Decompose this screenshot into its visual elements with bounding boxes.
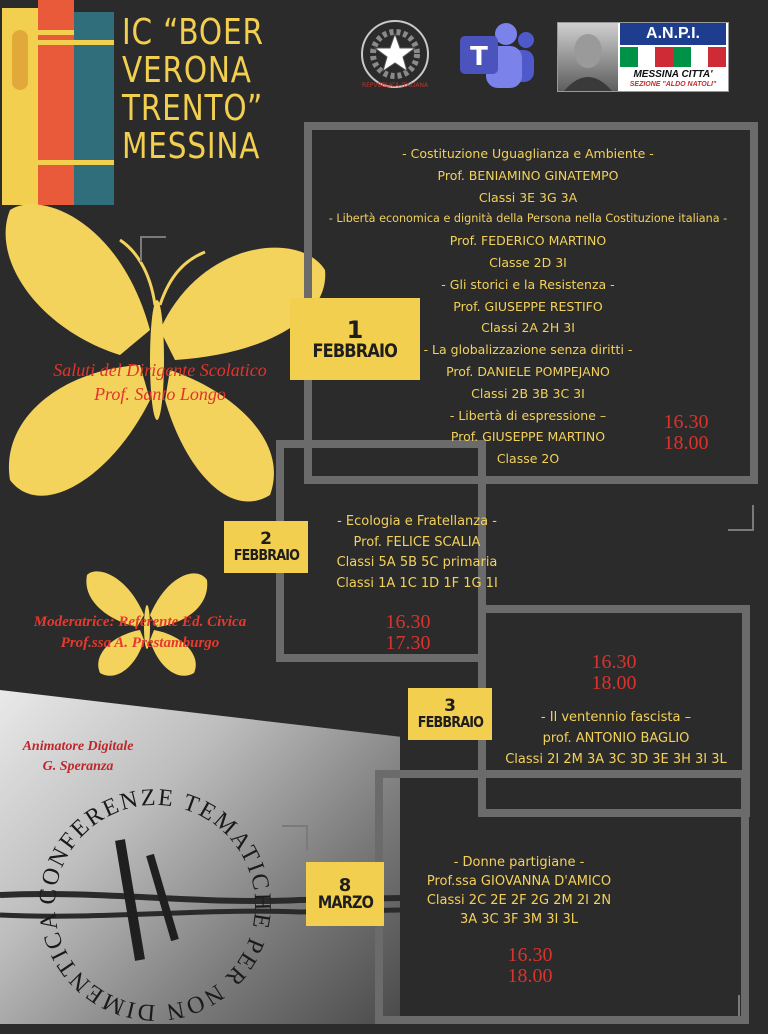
event-3-line-2: prof. ANTONIO BAGLIO (542, 731, 690, 746)
bracket-bottom (282, 825, 308, 851)
date-month: FEBBRAIO (233, 546, 299, 564)
bracket-mid-right (728, 505, 754, 531)
event-2-line-4: Classi 1A 1C 1D 1F 1G 1I (336, 575, 498, 591)
event-1-line-14: Prof. GIUSEPPE MARTINO (450, 429, 606, 445)
date-badge-2 (224, 521, 308, 573)
date-month: FEBBRAIO (312, 339, 398, 362)
event-2-time-start: 16.30 (385, 611, 431, 633)
circle-text (30, 780, 275, 1025)
event-3-details (486, 707, 746, 770)
animator-line-1: Animatore Digitale (22, 739, 134, 754)
event-1-line-8: Prof. GIUSEPPE RESTIFO (453, 298, 603, 314)
moderator-line-1: Moderatrice: Referente Ed. Civica (33, 614, 247, 630)
school-title-line-1: IC “BOER (122, 12, 264, 53)
event-4-line-3: Classi 2C 2E 2F 2G 2M 2I 2N (426, 893, 612, 908)
event-1-time-end: 18.00 (663, 432, 709, 454)
books-icon (0, 0, 118, 205)
event-1-line-2: Prof. BENIAMINO GINATEMPO (437, 167, 619, 183)
italian-republic-emblem (357, 18, 433, 94)
event-2-details (302, 512, 532, 594)
event-1-time-start: 16.30 (663, 411, 709, 433)
anpi-logo (557, 22, 729, 92)
event-3-time-end: 18.00 (591, 672, 637, 694)
bracket-top-left (140, 236, 166, 262)
event-4-line-4: 3A 3C 3F 3M 3I 3L (459, 912, 579, 927)
event-4-line-2: Prof.ssa GIOVANNA D'AMICO (426, 874, 612, 889)
event-1-line-9: Classi 2A 2H 3I (481, 320, 575, 336)
event-1-line-1: - Costituzione Uguaglianza e Ambiente - (402, 146, 654, 161)
circular-title (30, 780, 280, 1030)
welcome-line-1: Saluti del Dirigente Scolatico (53, 360, 267, 380)
school-title-line-2: VERONA (122, 50, 252, 91)
anpi-section: SEZIONE "ALDO NATOLI" (629, 81, 717, 88)
anpi-title: A.N.P.I. (620, 23, 726, 45)
event-4-line-1: - Donne partigiane - (453, 855, 585, 870)
animator-line-2: G. Speranza (42, 759, 114, 774)
event-1-time (650, 412, 722, 454)
event-4-time (494, 945, 566, 987)
moderator-info (6, 612, 274, 654)
books-illustration (0, 0, 118, 205)
portrait-icon (558, 23, 618, 91)
anpi-city: MESSINA CITTA' (633, 69, 713, 80)
event-2-time (372, 612, 444, 654)
event-4-time-end: 18.00 (507, 965, 553, 987)
anpi-flag (620, 47, 726, 67)
event-2-line-2: Prof. FELICE SCALIA (353, 534, 481, 550)
date-day: 1 (346, 315, 364, 344)
event-1-line-13: - Libertà di espressione – (449, 407, 607, 423)
date-month: MARZO (317, 892, 373, 913)
event-2-line-1: - Ecologia e Fratellanza - (337, 514, 497, 529)
animator-info (0, 737, 156, 777)
event-3-time-start: 16.30 (591, 651, 637, 673)
event-3-time (578, 652, 650, 694)
welcome-message (18, 358, 302, 406)
event-1-line-6: Classe 2D 3I (489, 254, 567, 270)
svg-text:T: T (470, 42, 488, 72)
emblem-label: REPVBBLICA ITALIANA (361, 82, 429, 89)
teams-logo (458, 20, 536, 90)
event-1-line-5: Prof. FEDERICO MARTINO (449, 233, 607, 249)
date-month: FEBBRAIO (417, 713, 483, 731)
event-1-line-12: Classi 2B 3B 3C 3I (471, 385, 585, 401)
welcome-line-2: Prof. Santo Longo (94, 384, 226, 404)
event-3-line-1: - Il ventennio fascista – (540, 710, 692, 725)
event-4-time-start: 16.30 (507, 944, 553, 966)
date-day: 3 (444, 696, 456, 716)
date-day: 2 (260, 529, 272, 549)
event-1-line-10: - La globalizzazione senza diritti - (423, 342, 633, 358)
circle-text-path: CONFERENZE TEMATICHE PER NON DIMENTICA (34, 784, 276, 1026)
date-badge-4 (306, 862, 384, 926)
microsoft-teams-icon (458, 20, 536, 90)
school-title (122, 14, 264, 166)
event-1-line-11: Prof. DANIELE POMPEJANO (446, 363, 610, 379)
event-1-line-7: - Gli storici e la Resistenza - (441, 276, 615, 292)
moderator-line-2: Prof.ssa A. Prestamburgo (60, 635, 220, 651)
event-2-time-end: 17.30 (385, 632, 431, 654)
event-3-line-3: Classi 2I 2M 3A 3C 3D 3E 3H 3I 3L (505, 752, 727, 767)
circular-title-svg (30, 780, 280, 1030)
school-title-line-3: TRENTO” (122, 88, 264, 129)
event-4-details (384, 853, 654, 929)
date-badge-3 (408, 688, 492, 740)
event-1-line-3: Classi 3E 3G 3A (478, 189, 578, 205)
anpi-portrait (558, 23, 618, 91)
event-1-line-4: - Libertà economica e dignità della Persona nella Costituzione italiana - (328, 212, 728, 226)
school-title-line-4: MESSINA (122, 126, 261, 167)
event-1-line-15: Classe 2O (496, 451, 560, 467)
event-2-line-3: Classi 5A 5B 5C primaria (336, 555, 498, 570)
date-day: 8 (338, 874, 352, 896)
